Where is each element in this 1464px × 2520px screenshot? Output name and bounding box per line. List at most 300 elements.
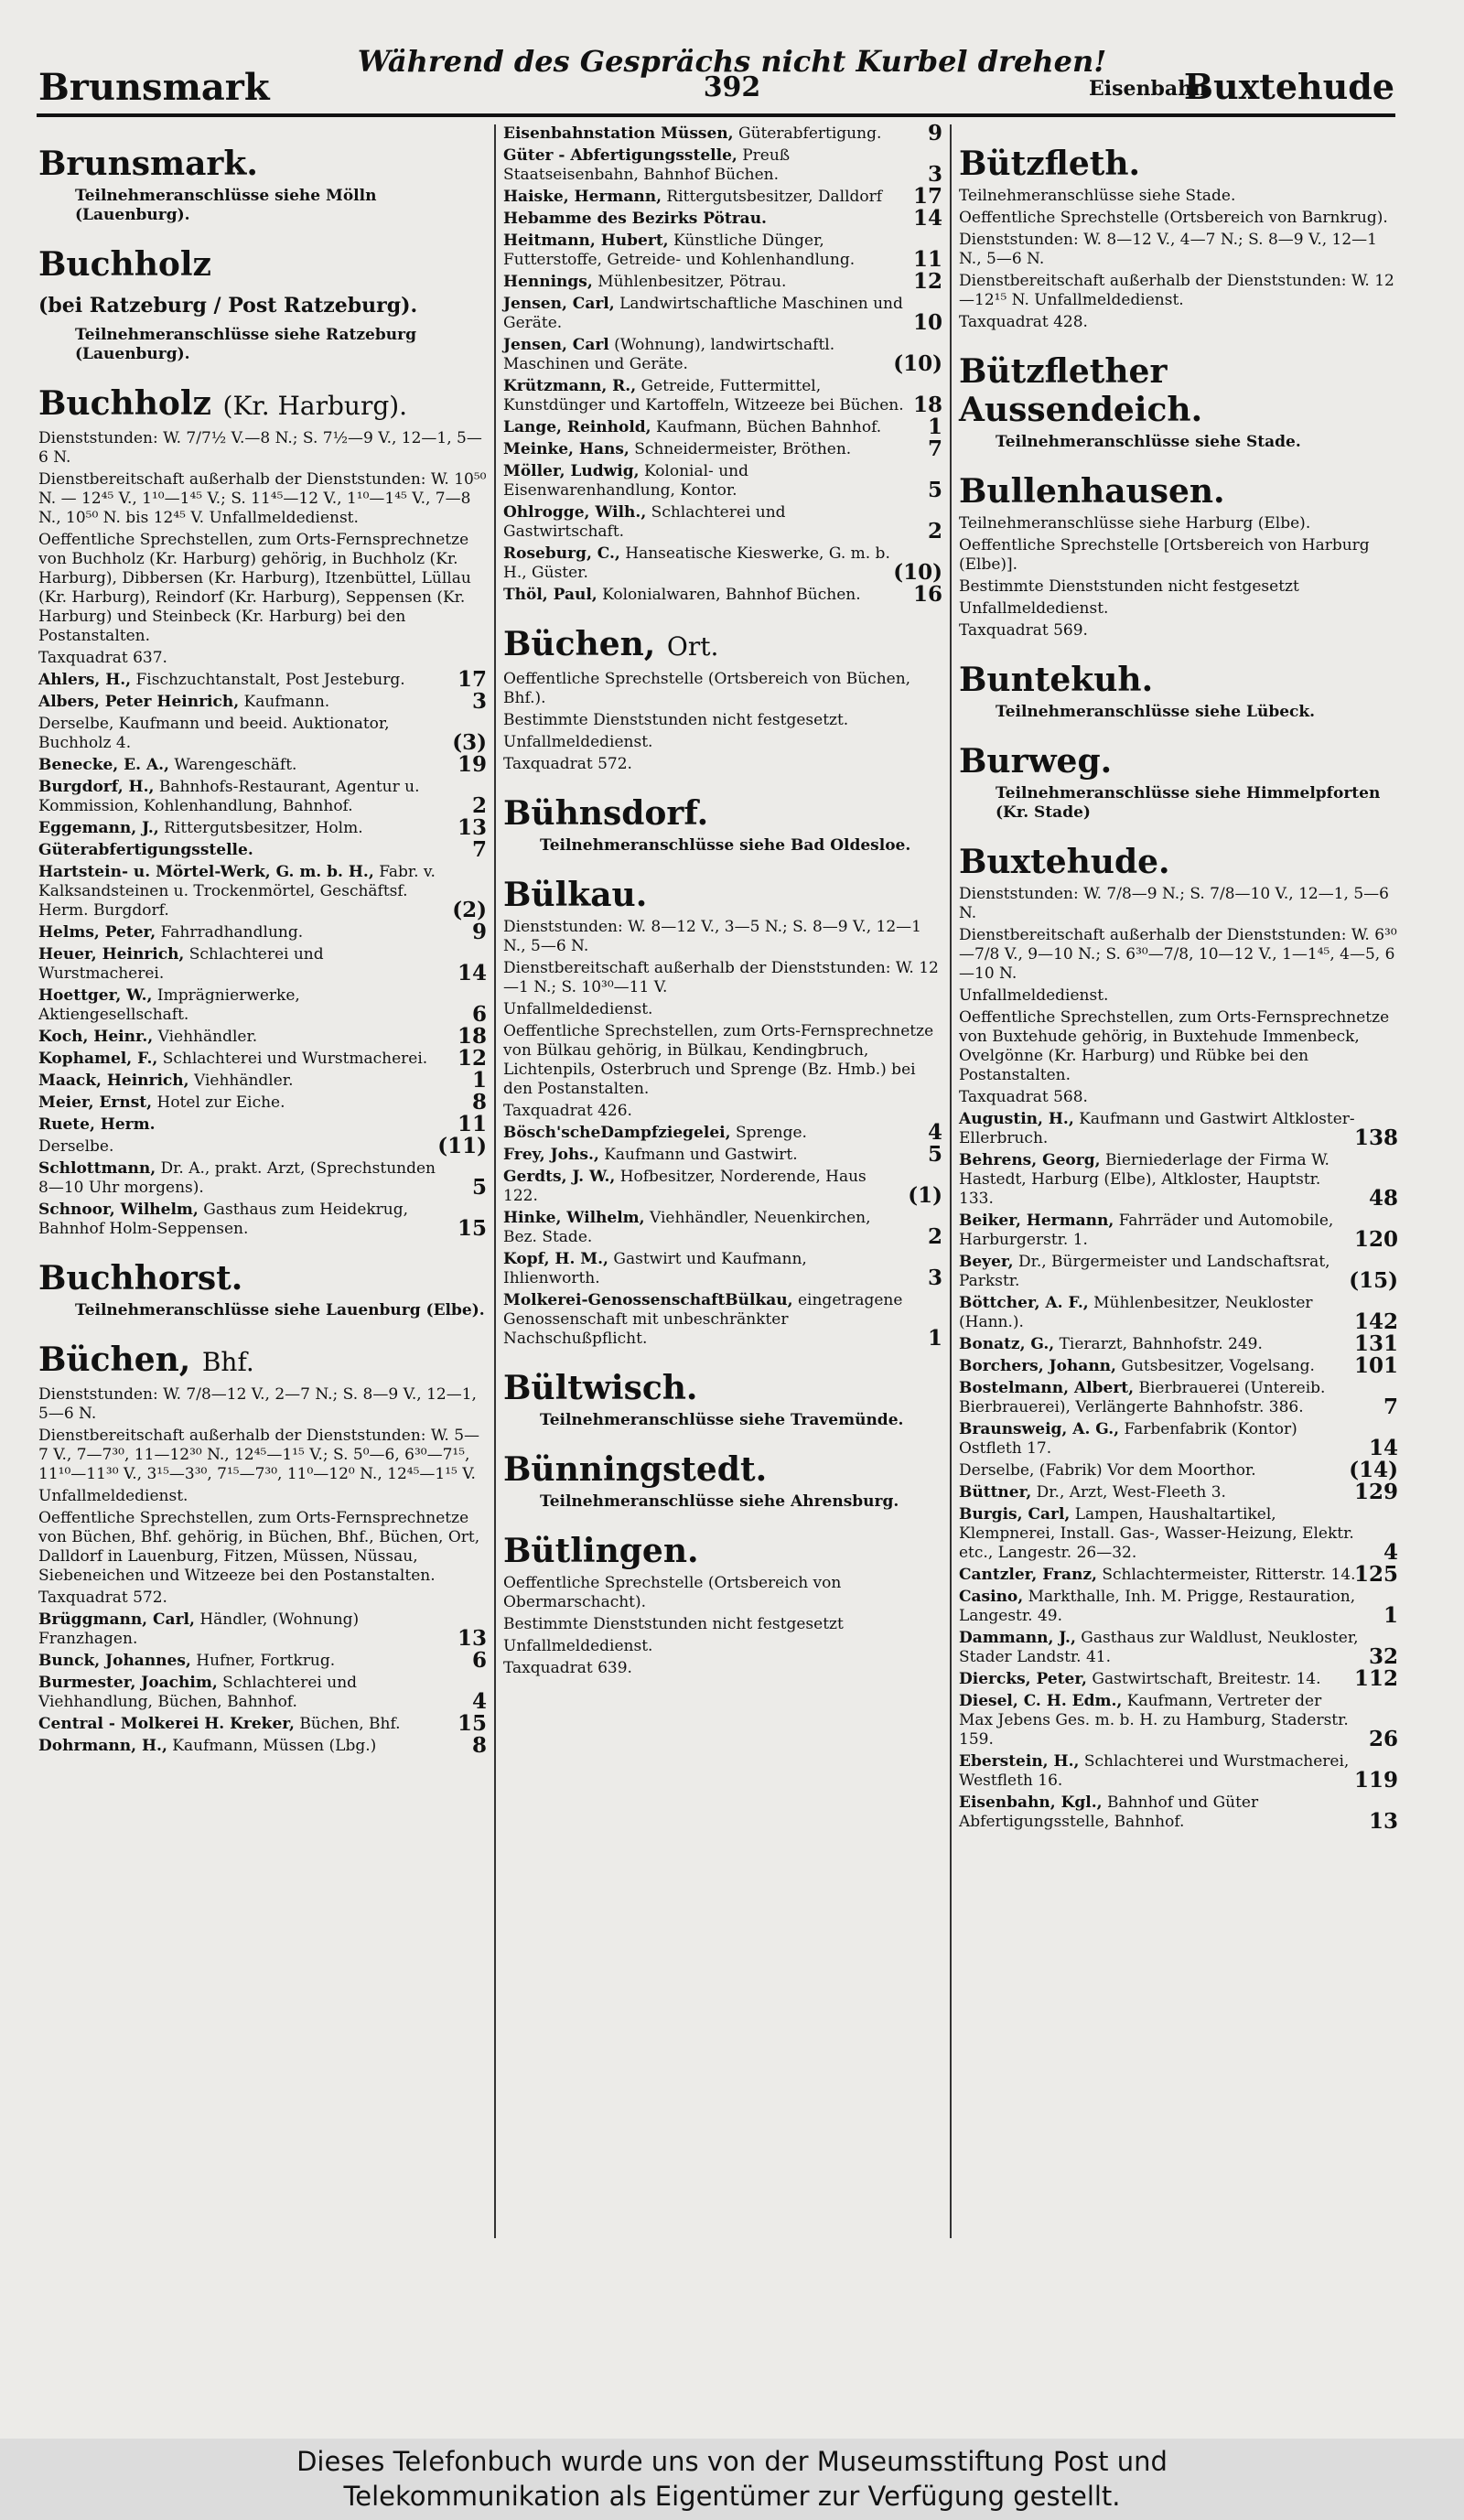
subscriber-name: Diercks, Peter, [959, 1670, 1087, 1688]
phone-number: 16 [912, 582, 942, 607]
subscriber-name: Ohlrogge, Wilh., [503, 503, 647, 522]
info-text: Unfallmeldedienst. [503, 733, 653, 751]
info-text: Oeffentliche Sprechstellen, zum Orts-Fernsprechnetze von Buxtehude gehörig, in Buxtehude Immenbeck, Ovelgönne (Kr. Harburg) und Rübke bei den Postanstalten. [959, 1008, 1390, 1084]
column-3 [959, 124, 1398, 1835]
subscriber-name: Koch, Heinr., [38, 1028, 154, 1046]
subscriber-name: Cantzler, Franz, [959, 1566, 1097, 1584]
subscriber-detail: Lampen, Haushaltartikel, Klempnerei, Install. Gas-, Wasser-Heizung, Elektr. etc., Langestr. 26—32. [959, 1505, 1354, 1562]
phone-number: 119 [1353, 1768, 1398, 1793]
subscriber-detail: Kaufmann, Vertreter der Max Jebens Ges. m. b. H. zu Hamburg, Staderstr. 159. [959, 1692, 1349, 1749]
info-text: Dienststunden: W. 8—12 V., 3—5 N.; S. 8—9 V., 12—1 N., 5—6 N. [503, 918, 921, 955]
subscriber-entry [38, 689, 487, 714]
phone-number: 13 [457, 1626, 487, 1651]
subscriber-entry [38, 1648, 487, 1673]
place-name: Brunsmark. [38, 145, 258, 183]
subscriber-name: Bostelmann, Albert, [959, 1379, 1135, 1397]
subscriber-detail: Kaufmann. [243, 693, 330, 711]
subscriber-entry [503, 121, 942, 145]
subscriber-name: Burgis, Carl, [959, 1505, 1071, 1524]
subscriber-entry [503, 462, 942, 501]
subscriber-name: Ruete, Herm. [38, 1115, 156, 1134]
subscriber-name: Behrens, Georg, [959, 1151, 1101, 1169]
subscriber-name: Kophamel, F., [38, 1050, 158, 1068]
place-name: Buchholz [38, 384, 211, 423]
info-text: Oeffentliche Sprechstelle (Ortsbereich von Barnkrug). [959, 209, 1388, 227]
subscriber-detail: Schneidermeister, Bröthen. [634, 440, 852, 458]
subscriber-entry [959, 1294, 1398, 1332]
subscriber-name: Güterabfertigungsstelle. [38, 841, 253, 859]
phone-number: 5 [927, 478, 942, 502]
place-heading [503, 794, 942, 833]
subscriber-entry [959, 1505, 1398, 1563]
info-text: Bestimmte Dienststunden nicht festgesetzt [503, 1615, 844, 1633]
subscriber-detail: Büchen, Bhf. [299, 1715, 401, 1733]
subscriber-entry [959, 1752, 1398, 1791]
subscriber-detail: Schlachterei und Gastwirtschaft. [503, 503, 786, 541]
place-heading [38, 1341, 487, 1382]
info-text: Dienstbereitschaft außerhalb der Dienststunden: W. 12—1 N.; S. 10³⁰—11 V. [503, 959, 939, 996]
subscriber-name: Borchers, Johann, [959, 1357, 1116, 1375]
place-name: Bühnsdorf. [503, 794, 709, 833]
phone-number: 18 [457, 1024, 487, 1049]
subscriber-name: Jensen, Carl, [503, 295, 615, 313]
subscriber-detail: Kolonialwaren, Bahnhof Büchen. [602, 586, 861, 604]
subscriber-entry [959, 1562, 1398, 1587]
place-heading [959, 843, 1398, 881]
subscriber-entry [959, 1588, 1398, 1626]
subscriber-name: Albers, Peter Heinrich, [38, 693, 240, 711]
subscriber-name: Meier, Ernst, [38, 1093, 153, 1112]
phone-number: (3) [452, 730, 487, 755]
subscriber-entry [38, 667, 487, 692]
subscriber-detail: Rittergutsbesitzer, Dalldorf [666, 188, 883, 206]
subscriber-name: Ahlers, H., [38, 671, 132, 689]
subscriber-name: Molkerei-GenossenschaftBülkau, [503, 1291, 793, 1309]
column-divider [950, 124, 952, 2238]
info-text: Taxquadrat 572. [38, 1588, 167, 1607]
subscriber-name: Büttner, [959, 1483, 1032, 1502]
phone-number: 11 [457, 1112, 487, 1136]
info-text: Dienstbereitschaft außerhalb der Dienststunden: W. 12—12¹⁵ N. Unfallmeldedienst. [959, 272, 1394, 309]
subscriber-detail: Bahnhof und Güter Abfertigungsstelle, Bahnhof. [959, 1793, 1259, 1831]
phone-number: 10 [912, 310, 942, 335]
place-heading [503, 625, 942, 666]
header-right-keyword: Buxtehude [1183, 66, 1394, 107]
phone-number: 6 [471, 1648, 487, 1673]
subscriber-detail: Preuß Staatseisenbahn, Bahnhof Büchen. [503, 146, 791, 184]
place-name: Büchen, [38, 1341, 191, 1379]
place-heading [38, 145, 487, 183]
subscriber-detail: eingetragene Genossenschaft mit unbeschränkter Nachschußpflicht. [503, 1291, 903, 1348]
subscriber-name: Schnoor, Wilhelm, [38, 1201, 199, 1219]
place-name: Büchen, [503, 625, 656, 663]
subscriber-detail: Getreide, Futtermittel, Kunstdünger und Kartoffeln, Witzeeze bei Büchen. [503, 377, 904, 415]
subscriber-entry [503, 1168, 942, 1206]
subscriber-entry [38, 1024, 487, 1049]
subscriber-entry [959, 1253, 1398, 1291]
subscriber-detail: Derselbe. [38, 1137, 114, 1156]
subscriber-detail: Hotel zur Eiche. [156, 1093, 285, 1112]
subscriber-detail: Händler, (Wohnung) Franzhagen. [38, 1610, 360, 1648]
info-text: Bestimmte Dienststunden nicht festgesetzt. [503, 711, 849, 729]
info-text: Taxquadrat 637. [38, 649, 167, 667]
phone-number: 7 [1383, 1395, 1398, 1419]
place-heading [959, 661, 1398, 699]
info-text: Taxquadrat 426. [503, 1102, 632, 1120]
subscriber-name: Burgdorf, H., [38, 778, 155, 796]
place-subtitle: Bhf. [201, 1347, 254, 1377]
subscriber-detail: (Wohnung), landwirtschaftl. Maschinen und Geräte. [503, 336, 835, 373]
subscriber-detail: Tierarzt, Bahnhofstr. 249. [1059, 1335, 1263, 1353]
subscriber-entry [38, 1134, 487, 1158]
subscriber-detail: Kolonial- und Eisenwarenhandlung, Kontor. [503, 462, 748, 500]
place-note: Teilnehmeranschlüsse siehe Bad Oldesloe. [540, 836, 911, 855]
place-heading [959, 742, 1398, 781]
phone-number: 14 [457, 961, 487, 985]
subscriber-entry [503, 269, 942, 294]
place-heading [38, 384, 487, 425]
subscriber-detail: Dr., Bürgermeister und Landschaftsrat, Parkstr. [959, 1253, 1330, 1290]
subscriber-detail: Gutsbesitzer, Vogelsang. [1121, 1357, 1315, 1375]
subscriber-detail: Viehhändler, Neuenkirchen, Bez. Stade. [503, 1209, 871, 1246]
subscriber-name: Hennings, [503, 273, 593, 291]
subscriber-entry [38, 1610, 487, 1649]
subscriber-name: Augustin, H., [959, 1110, 1074, 1128]
subscriber-name: Casino, [959, 1588, 1024, 1606]
phone-number: 17 [912, 184, 942, 209]
subscriber-name: Braunsweig, A. G., [959, 1420, 1120, 1438]
subscriber-detail: Künstliche Dünger, Futterstoffe, Getreide- und Kohlenhandlung. [503, 232, 856, 269]
subscriber-entry [503, 1250, 942, 1288]
subscriber-detail: Landwirtschaftliche Maschinen und Geräte. [503, 295, 903, 332]
place-name: Buntekuh. [959, 661, 1154, 699]
place-name: Bünningstedt. [503, 1450, 768, 1489]
subscriber-entry [38, 778, 487, 816]
phone-number: 112 [1353, 1666, 1398, 1691]
info-text: Teilnehmeranschlüsse siehe Stade. [959, 187, 1236, 205]
subscriber-name: Haiske, Hermann, [503, 188, 662, 206]
subscriber-detail: Bahnhofs-Restaurant, Agentur u. Kommission, Kohlenhandlung, Bahnhof. [38, 778, 420, 815]
subscriber-entry [38, 1068, 487, 1093]
info-text: Dienststunden: W. 7/7½ V.—8 N.; S. 7½—9 V., 12—1, 5—6 N. [38, 429, 482, 467]
info-text: Dienststunden: W. 7/8—12 V., 2—7 N.; S. 8—9 V., 12—1, 5—6 N. [38, 1385, 477, 1423]
phone-number: 120 [1353, 1227, 1398, 1252]
subscriber-entry [959, 1212, 1398, 1250]
subscriber-name: Heuer, Heinrich, [38, 945, 185, 964]
subscriber-detail: Kaufmann und Gastwirt Altkloster-Ellerbruch. [959, 1110, 1355, 1147]
info-text: Taxquadrat 572. [503, 755, 632, 773]
subscriber-name: Central - Molkerei H. Kreker, [38, 1715, 295, 1733]
subscriber-entry [503, 232, 942, 270]
subscriber-detail: Schlachterei und Wurstmacherei. [162, 1050, 428, 1068]
phone-number: 15 [457, 1711, 487, 1736]
subscriber-entry [959, 1629, 1398, 1667]
footer-notice [0, 2439, 1464, 2520]
subscriber-detail: Farbenfabrik (Kontor) Ostfleth 17. [959, 1420, 1297, 1458]
phone-number: 5 [471, 1175, 487, 1200]
subscriber-name: Hoettger, W., [38, 986, 153, 1005]
subscriber-entry [503, 1120, 942, 1145]
subscriber-entry [959, 1692, 1398, 1750]
subscriber-entry [38, 1090, 487, 1115]
phone-number: 8 [471, 1090, 487, 1115]
subscriber-entry [38, 1674, 487, 1712]
header-category: Eisenbahn [1089, 77, 1208, 101]
header-left-keyword: Brunsmark [38, 66, 270, 109]
place-subtitle: Ort. [666, 631, 719, 662]
subscriber-entry [503, 415, 942, 439]
info-text: Unfallmeldedienst. [959, 986, 1109, 1005]
phone-number: (1) [908, 1183, 942, 1208]
phone-number: 3 [927, 1265, 942, 1290]
subscriber-detail: Schlachterei und Wurstmacherei, Westfleth 16. [959, 1752, 1350, 1790]
subscriber-name: Güter - Abfertigungsstelle, [503, 146, 737, 165]
subscriber-name: Dohrmann, H., [38, 1737, 167, 1755]
subscriber-detail: Gasthaus zur Waldlust, Neukloster, Stader Landstr. 41. [959, 1629, 1359, 1666]
subscriber-entry [38, 986, 487, 1025]
phone-number: 2 [927, 519, 942, 544]
footer-line-2: Telekommunikation als Eigentümer zur Verfügung gestellt. [343, 2481, 1121, 2512]
subscriber-name: Jensen, Carl [503, 336, 609, 354]
place-subtitle: (Kr. Harburg). [222, 391, 408, 421]
subscriber-entry [503, 184, 942, 209]
subscriber-name: Meinke, Hans, [503, 440, 630, 458]
phone-number: 2 [471, 793, 487, 818]
place-heading [959, 472, 1398, 511]
phone-number: 2 [927, 1224, 942, 1249]
phone-number: 15 [457, 1216, 487, 1241]
phone-number: 101 [1353, 1353, 1398, 1378]
subscriber-name: Benecke, E. A., [38, 756, 169, 774]
place-name: Burweg. [959, 742, 1113, 781]
place-note: Teilnehmeranschlüsse siehe Mölln (Lauenburg). [75, 187, 377, 224]
subscriber-entry [959, 1151, 1398, 1209]
info-text: Taxquadrat 428. [959, 313, 1088, 331]
place-heading [959, 145, 1398, 183]
subscriber-name: Eisenbahn, Kgl., [959, 1793, 1103, 1812]
subscriber-name: Hebamme des Bezirks Pötrau. [503, 210, 767, 228]
place-note: Teilnehmeranschlüsse siehe Stade. [996, 433, 1301, 451]
header-notice: Während des Gesprächs nicht Kurbel drehen! [357, 44, 1107, 79]
subscriber-detail: Hufner, Fortkrug. [196, 1652, 336, 1670]
place-heading [38, 1259, 487, 1298]
subscriber-name: Dammann, J., [959, 1629, 1076, 1647]
subscriber-detail: Rittergutsbesitzer, Holm. [164, 819, 363, 837]
phone-number: 12 [457, 1046, 487, 1071]
place-heading [503, 876, 942, 914]
phone-number: 5 [927, 1142, 942, 1167]
subscriber-detail: Güterabfertigung. [737, 124, 882, 143]
place-name: Buxtehude. [959, 843, 1170, 881]
subscriber-detail: Bierniederlage der Firma W. Hastedt, Harburg (Elbe), Altkloster, Hauptstr. 133. [959, 1151, 1329, 1208]
subscriber-detail: Hanseatische Kieswerke, G. m. b. H., Güster. [503, 544, 890, 582]
subscriber-entry [959, 1110, 1398, 1148]
subscriber-entry [503, 377, 942, 415]
subscriber-detail: Fahrradhandlung. [160, 923, 304, 942]
place-note: Teilnehmeranschlüsse siehe Travemünde. [540, 1411, 904, 1429]
info-text: Taxquadrat 639. [503, 1659, 632, 1677]
phone-number: 17 [457, 667, 487, 692]
subscriber-name: Kopf, H. M., [503, 1250, 608, 1268]
place-name: Bülkau. [503, 876, 648, 914]
subscriber-entry [38, 1112, 487, 1136]
subscriber-name: Eberstein, H., [959, 1752, 1080, 1771]
subscriber-entry [38, 1201, 487, 1239]
phone-number: 6 [471, 1002, 487, 1027]
subscriber-entry [38, 815, 487, 840]
place-qualifier: (bei Ratzeburg / Post Ratzeburg). [38, 294, 418, 318]
phone-number: 3 [471, 689, 487, 714]
phone-number: 48 [1368, 1186, 1398, 1211]
place-name: Bütlingen. [503, 1532, 699, 1570]
subscriber-entry [959, 1420, 1398, 1459]
subscriber-entry [38, 945, 487, 984]
info-text: Dienststunden: W. 8—12 V., 4—7 N.; S. 8—9 V., 12—1 N., 5—6 N. [959, 231, 1377, 268]
phone-number: 13 [457, 815, 487, 840]
subscriber-detail: Derselbe, Kaufmann und beeid. Auktionator, Buchholz 4. [38, 715, 390, 752]
subscriber-entry [38, 863, 487, 921]
place-name: Bützfleth. [959, 145, 1141, 183]
subscriber-detail: Markthalle, Inh. M. Prigge, Restauration, Langestr. 49. [959, 1588, 1356, 1625]
info-text: Unfallmeldedienst. [503, 1000, 653, 1018]
subscriber-name: Helms, Peter, [38, 923, 156, 942]
subscriber-detail: Kaufmann, Müssen (Lbg.) [172, 1737, 377, 1755]
subscriber-detail: Gasthaus zum Heidekrug, Bahnhof Holm-Seppensen. [38, 1201, 409, 1238]
phone-number: (11) [437, 1134, 487, 1158]
phone-number: 7 [471, 837, 487, 862]
phone-number: 32 [1368, 1644, 1398, 1669]
subscriber-detail: Schlachterei und Viehhandlung, Büchen, Bahnhof. [38, 1674, 358, 1711]
subscriber-name: Hinke, Wilhelm, [503, 1209, 645, 1227]
place-heading [503, 1369, 942, 1407]
phone-number: 142 [1353, 1309, 1398, 1334]
subscriber-entry [959, 1666, 1398, 1691]
phone-number: 14 [1368, 1436, 1398, 1460]
info-text: Unfallmeldedienst. [959, 599, 1109, 618]
place-heading [503, 1450, 942, 1489]
subscriber-name: Schlottmann, [38, 1159, 156, 1178]
subscriber-entry [38, 1711, 487, 1736]
subscriber-detail: Dr., Arzt, West-Fleeth 3. [1036, 1483, 1226, 1502]
info-text: Dienstbereitschaft außerhalb der Dienststunden: W. 10⁵⁰ N. — 12⁴⁵ V., 1¹⁰—1⁴⁵ V.; S. 11⁴⁵—12 V., 1¹⁰—1⁴⁵ V., 7—8 N., 10⁵⁰ N. bis 12⁴⁵ V. Unfallmeldedienst. [38, 470, 487, 527]
subscriber-entry [38, 837, 487, 862]
subscriber-entry [38, 715, 487, 753]
subscriber-entry [503, 1142, 942, 1167]
subscriber-entry [503, 206, 942, 231]
subscriber-name: Böttcher, A. F., [959, 1294, 1089, 1312]
place-note: Teilnehmeranschlüsse siehe Himmelpforten (Kr. Stade) [996, 784, 1381, 822]
page-header [0, 38, 1464, 112]
subscriber-entry [503, 1291, 942, 1349]
place-name: Buchhorst. [38, 1259, 243, 1298]
phone-number: 125 [1353, 1562, 1398, 1587]
subscriber-entry [959, 1480, 1398, 1504]
phone-number: (10) [893, 351, 942, 376]
place-heading [38, 245, 487, 322]
header-rule [37, 113, 1395, 117]
subscriber-detail: Fabr. v. Kalksandsteinen u. Trockenmörtel, Geschäftsf. Herm. Burgdorf. [38, 863, 436, 920]
phone-number: 8 [471, 1733, 487, 1758]
subscriber-detail: Kaufmann, Büchen Bahnhof. [656, 418, 882, 436]
phone-number: 11 [912, 247, 942, 272]
subscriber-name: Eisenbahnstation Müssen, [503, 124, 734, 143]
subscriber-detail: Viehhändler. [157, 1028, 258, 1046]
info-text: Dienstbereitschaft außerhalb der Dienststunden: W. 5—7 V., 7—7³⁰, 11—12³⁰ N., 12⁴⁵—1¹⁵ V.; S. 5⁰—6, 6³⁰—7¹⁵, 11¹⁰—11³⁰ V., 3¹⁵—3³⁰, 7¹⁵—7³⁰, 11⁰—12⁰ N., 12⁴⁵—1¹⁵ V. [38, 1427, 480, 1483]
info-text: Dienstbereitschaft außerhalb der Dienststunden: W. 6³⁰—7/8 V., 9—10 N.; S. 6³⁰—7/8, 10—12 V., 1—1⁴⁵, 4—5, 6—10 N. [959, 926, 1397, 983]
subscriber-name: Krützmann, R., [503, 377, 637, 395]
place-note: Teilnehmeranschlüsse siehe Ratzeburg (Lauenburg). [75, 326, 416, 363]
place-name: Bützflether Aussendeich. [959, 352, 1203, 429]
subscriber-entry [959, 1353, 1398, 1378]
info-text: Unfallmeldedienst. [38, 1487, 188, 1505]
subscriber-detail: Schlachtermeister, Ritterstr. 14. [1102, 1566, 1356, 1584]
subscriber-entry [503, 146, 942, 185]
subscriber-entry [38, 1159, 487, 1198]
info-text: Oeffentliche Sprechstelle (Ortsbereich von Obermarschacht). [503, 1574, 842, 1611]
subscriber-detail: Sprenge. [735, 1124, 807, 1142]
subscriber-name: Bösch'scheDampfziegelei, [503, 1124, 731, 1142]
subscriber-name: Roseburg, C., [503, 544, 620, 563]
phone-number: 1 [471, 1068, 487, 1093]
subscriber-entry [959, 1458, 1398, 1482]
place-heading [503, 1532, 942, 1570]
subscriber-entry [503, 1209, 942, 1247]
subscriber-detail: Kaufmann und Gastwirt. [604, 1146, 798, 1164]
phone-number: 3 [927, 162, 942, 187]
subscriber-entry [959, 1379, 1398, 1417]
place-heading [959, 352, 1398, 429]
subscriber-name: Brüggmann, Carl, [38, 1610, 195, 1629]
info-text: Oeffentliche Sprechstellen, zum Orts-Fernsprechnetze von Bülkau gehörig, in Bülkau, Kendingbruch, Lichtenpils, Osterbruch und Sprenge (Bz. Hmb.) bei den Postanstalten. [503, 1022, 934, 1098]
phone-number: 1 [927, 415, 942, 439]
info-text: Oeffentliche Sprechstelle [Ortsbereich von Harburg (Elbe)]. [959, 536, 1370, 574]
subscriber-detail: Dr. A., prakt. Arzt, (Sprechstunden 8—10 Uhr morgens). [38, 1159, 436, 1197]
subscriber-entry [959, 1331, 1398, 1356]
phone-number: (14) [1349, 1458, 1398, 1482]
phone-number: 1 [1383, 1603, 1398, 1628]
subscriber-entry [959, 1793, 1398, 1832]
place-name: Bültwisch. [503, 1369, 698, 1407]
column-2 [503, 121, 942, 1681]
phone-number: 9 [927, 121, 942, 145]
phone-number: (2) [452, 898, 487, 922]
subscriber-entry [38, 1733, 487, 1758]
subscriber-name: Eggemann, J., [38, 819, 159, 837]
subscriber-entry [503, 544, 942, 583]
subscriber-entry [503, 436, 942, 461]
subscriber-detail: Schlachterei und Wurstmacherei. [38, 945, 324, 983]
subscriber-detail: Gastwirt und Kaufmann, Ihlienworth. [503, 1250, 807, 1287]
subscriber-detail: Mühlenbesitzer, Neukloster (Hann.). [959, 1294, 1313, 1331]
subscriber-name: Heitmann, Hubert, [503, 232, 669, 250]
place-note: Teilnehmeranschlüsse siehe Lauenburg (Elbe). [75, 1301, 485, 1319]
subscriber-name: Bonatz, G., [959, 1335, 1055, 1353]
subscriber-detail: Derselbe, (Fabrik) Vor dem Moorthor. [959, 1461, 1256, 1480]
subscriber-name: Thöl, Paul, [503, 586, 597, 604]
subscriber-name: Gerdts, J. W., [503, 1168, 616, 1186]
subscriber-name: Burmester, Joachim, [38, 1674, 218, 1692]
subscriber-name: Maack, Heinrich, [38, 1072, 189, 1090]
subscriber-detail: Hofbesitzer, Norderende, Haus 122. [503, 1168, 867, 1205]
subscriber-name: Beiker, Hermann, [959, 1212, 1114, 1230]
phone-number: 7 [927, 436, 942, 461]
phone-number: 13 [1368, 1809, 1398, 1834]
subscriber-detail: Viehhändler. [193, 1072, 294, 1090]
place-name: Bullenhausen. [959, 472, 1225, 511]
phone-number: 138 [1353, 1125, 1398, 1150]
info-text: Unfallmeldedienst. [503, 1637, 653, 1655]
info-text: Taxquadrat 569. [959, 621, 1088, 640]
